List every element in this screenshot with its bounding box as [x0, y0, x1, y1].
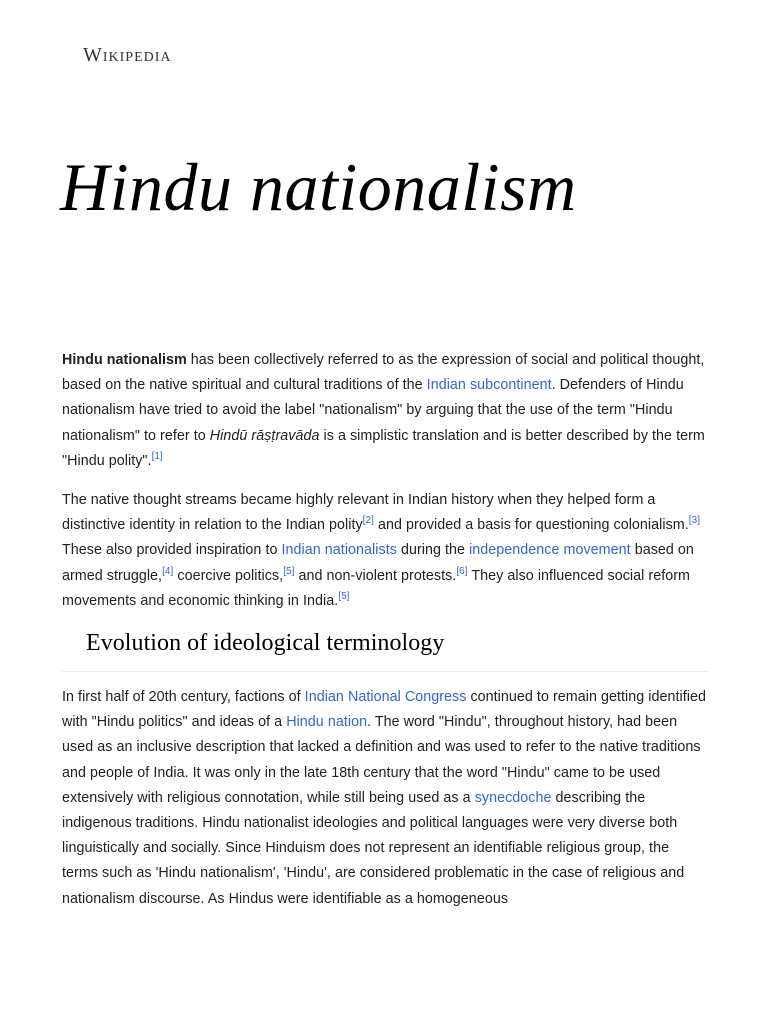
text: These also provided inspiration to — [62, 542, 282, 559]
text: continued to remain getting identified with "Hindu politics" and ideas of a — [62, 689, 707, 731]
intro-paragraph-2 — [62, 488, 708, 614]
citation-ref[interactable]: [2] — [362, 515, 374, 527]
text: coercive politics, — [173, 567, 284, 584]
text: They also influenced social reform movements and economic thinking in India. — [62, 567, 690, 609]
text: . Defenders of Hindu nationalism have tried to avoid the label "nationalism" by arguing that the use of the term "Hindu nationalism" to refer to — [62, 377, 684, 444]
citation-ref[interactable]: [6] — [456, 565, 468, 577]
link-independence-movement[interactable]: independence movement — [469, 542, 631, 559]
link-indian-subcontinent[interactable]: Indian subcontinent — [426, 377, 552, 394]
wikipedia-wordmark[interactable]: Wikipedia — [83, 44, 172, 66]
text: and provided a basis for questioning colonialism. — [373, 517, 689, 534]
text: has been collectively referred to as the expression of social and political thought, based on the native spiritual and cultural traditions of the — [62, 352, 705, 394]
section-heading-evolution: Evolution of ideological terminology — [62, 628, 708, 672]
italic-term: Hindū rāṣṭravāda — [209, 427, 320, 444]
link-indian-national-congress[interactable]: Indian National Congress — [304, 689, 467, 706]
section-paragraph-1 — [62, 685, 708, 912]
text: The native thought streams became highly relevant in Indian history when they helped form a distinctive identity in relation to the Indian polity — [62, 492, 656, 534]
text: and non-violent protests. — [294, 567, 457, 584]
link-hindu-nation[interactable]: Hindu nation — [286, 714, 368, 731]
intro-paragraph-1 — [62, 348, 708, 474]
link-synecdoche[interactable]: synecdoche — [474, 789, 552, 806]
text: In first half of 20th century, factions of — [62, 689, 305, 706]
citation-ref[interactable]: [5] — [338, 591, 350, 603]
citation-ref[interactable]: [5] — [283, 565, 295, 577]
page-title: Hindu nationalism — [60, 149, 577, 225]
citation-ref[interactable]: [3] — [688, 515, 701, 527]
text: describing the indigenous traditions. Hindu nationalist ideologies and political languages were very diverse both linguistically and socially. Since Hinduism does not represent an identifiable religious group, the terms such as 'Hindu nationalism', 'Hindu', are considered problematic in the case of religious and nationalism discourse. As Hindus were identifiable as a homogeneous — [62, 789, 685, 907]
link-indian-nationalists[interactable]: Indian nationalists — [281, 542, 397, 559]
text: based on armed struggle, — [62, 542, 694, 584]
text: . The word "Hindu", throughout history, had been used as an inclusive description that lacked a definition and was used to refer to the native traditions and people of India. It was only in the late 18th century that the word "Hindu" came to be used extensively with religious connotation, while still being used as a — [62, 714, 701, 806]
citation-ref[interactable]: [4] — [162, 565, 174, 577]
citation-ref[interactable]: [1] — [151, 451, 163, 463]
bold-lead-term: Hindu nationalism — [62, 352, 187, 368]
text: during the — [396, 542, 470, 559]
text: is a simplistic translation and is better described by the term "Hindu polity". — [62, 427, 705, 469]
article-content — [62, 348, 708, 926]
